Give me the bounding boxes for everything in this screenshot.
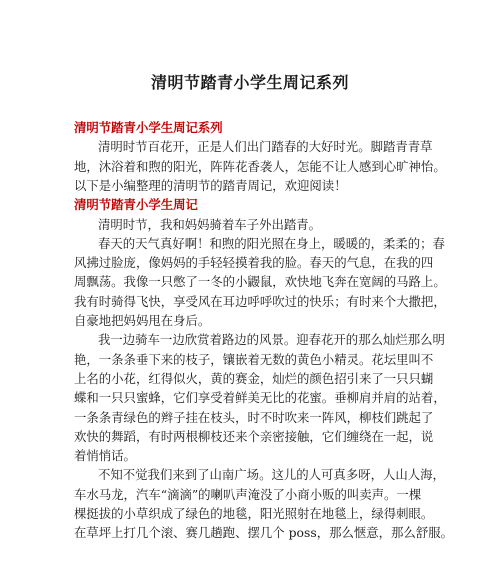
- paragraph-line: 蝶和一只只蜜蜂，它们享受着鲜美无比的花蜜。垂柳肩并肩的站着，: [74, 390, 446, 406]
- paragraph-line: 车水马龙，汽车“滴滴”的喇叭声淹没了小商小贩的叫卖声。一棵: [74, 486, 422, 502]
- paragraph-line: 风拂过脸庞，像妈妈的手轻轻摸着我的脸。春天的气息，在我的四: [74, 255, 434, 271]
- paragraph-line: 清明时节百花开，正是人们出门踏春的大好时光。脚踏青青草: [98, 139, 433, 155]
- paragraph-line: 艳，一条条垂下来的枝子，镶嵌着无数的黄色小精灵。花坛里叫不: [74, 351, 434, 367]
- paragraph-line: 上名的小花，红得似火，黄的赛金，灿烂的颜色招引来了一只只蝴: [74, 370, 434, 386]
- paragraph-line: 春天的天气真好啊！和煦的阳光照在身上，暖暖的，柔柔的；春: [98, 235, 445, 251]
- paragraph-line: 我一边骑车一边欣赏着路边的风景。迎春花开的那么灿烂那么明: [98, 332, 445, 348]
- paragraph-line: 清明时节，我和妈妈骑着车子外出踏青。: [98, 216, 322, 232]
- paragraph-line: 欢快的舞蹈，有时两根柳枝还来个亲密接触，它们缠绕在一起，说: [74, 428, 434, 444]
- paragraph-line: 自豪地把妈妈甩在身后。: [74, 313, 211, 328]
- paragraph-line: 地，沐浴着和煦的阳光，阵阵花香袭人，怎能不让人感到心旷神怡。: [74, 158, 446, 174]
- section-heading: 清明节踏青小学生周记: [74, 197, 198, 213]
- paragraph-line: 在草坪上打几个滚、赛几趟跑、摆几个 poss，那么惬意，那么舒服。: [74, 525, 453, 541]
- paragraph-line: 一条条青绿色的辫子挂在枝头，时不时吹来一阵风，柳枝们跳起了: [74, 409, 434, 425]
- paragraph-line: 不知不觉我们来到了山南广场。这儿的人可真多呀，人山人海，: [98, 467, 445, 483]
- paragraph-line: 周飘荡。我像一只憋了一冬的小鼹鼠，欢快地飞奔在宽阔的马路上。: [74, 274, 446, 290]
- section-heading: 清明节踏青小学生周记系列: [74, 120, 223, 135]
- paragraph-line: 着悄悄话。: [74, 448, 136, 464]
- paragraph-line: 棵挺拔的小草织成了绿色的地毯，阳光照射在地毯上，绿得刺眼。: [74, 506, 434, 521]
- document-title: 清明节踏青小学生周记系列: [150, 73, 349, 92]
- paragraph-line: 以下是小编整理的清明节的踏青周记，欢迎阅读！: [74, 177, 347, 193]
- paragraph-line: 我有时骑得飞快，享受风在耳边呼呼吹过的快乐；有时来个大撒把，: [74, 293, 446, 309]
